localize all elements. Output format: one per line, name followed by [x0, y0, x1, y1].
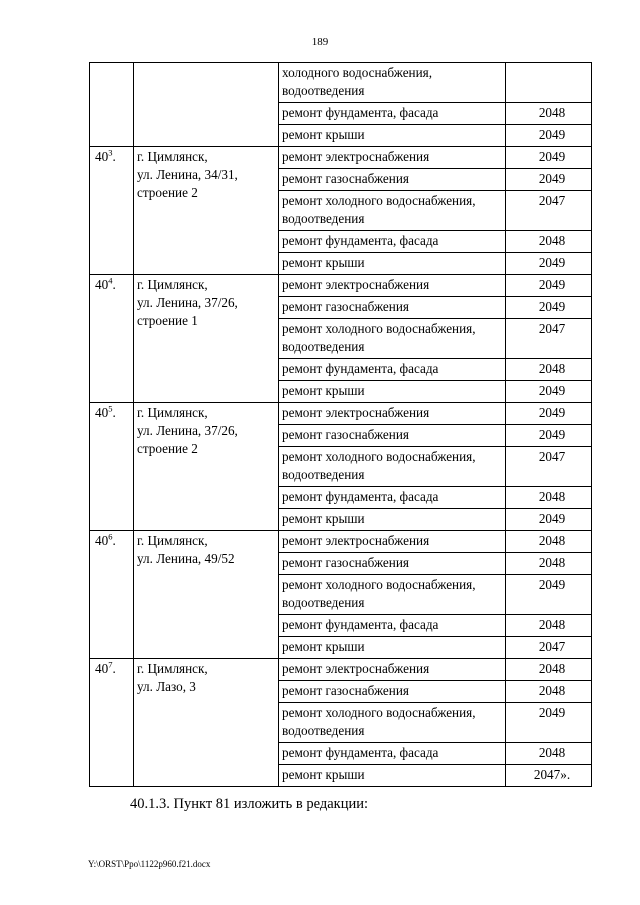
address-line: ул. Ленина, 37/26,: [137, 295, 238, 310]
year-cell: 2049: [506, 381, 592, 403]
address-cell: [134, 403, 279, 531]
year-cell: 2048: [506, 359, 592, 381]
work-type-cell: ремонт крыши: [279, 125, 506, 147]
work-type-cell: ремонт крыши: [279, 765, 506, 787]
year-cell: 2049: [506, 253, 592, 275]
work-type-cell: ремонт крыши: [279, 253, 506, 275]
row-number-superscript: 5: [108, 403, 113, 414]
year-cell: 2049: [506, 425, 592, 447]
year-cell: 2049: [506, 169, 592, 191]
year-cell: 2048: [506, 231, 592, 253]
work-type-cell: ремонт фундамента, фасада: [279, 103, 506, 125]
row-number: 40: [95, 277, 109, 292]
row-number-suffix: .: [112, 661, 116, 676]
work-type-cell: ремонт электроснабжения: [279, 147, 506, 169]
work-type-cell: ремонт крыши: [279, 637, 506, 659]
work-type-cell: ремонт газоснабжения: [279, 425, 506, 447]
address-line: г. Цимлянск,: [137, 149, 208, 164]
year-cell: 2049: [506, 703, 592, 743]
year-cell: 2049: [506, 125, 592, 147]
work-type-cell: ремонт электроснабжения: [279, 403, 506, 425]
year-cell: 2049: [506, 575, 592, 615]
address-cell: [134, 147, 279, 275]
row-number-suffix: .: [112, 277, 116, 292]
work-type-cell: ремонт крыши: [279, 381, 506, 403]
address-cell: [134, 531, 279, 659]
address-line: строение 2: [137, 185, 198, 200]
address-line: г. Цимлянск,: [137, 277, 208, 292]
work-type-cell: ремонт газоснабжения: [279, 553, 506, 575]
work-type-cell: ремонт фундамента, фасада: [279, 359, 506, 381]
work-type-cell: холодного водоснабжения, водоотведения: [279, 63, 506, 103]
year-cell: 2048: [506, 659, 592, 681]
work-type-cell: ремонт газоснабжения: [279, 681, 506, 703]
page-number: 189: [311, 36, 329, 48]
row-number-cell: [90, 63, 134, 147]
year-cell: 2048: [506, 103, 592, 125]
address-line: ул. Лазо, 3: [137, 679, 196, 694]
row-number-superscript: 4: [108, 275, 113, 286]
row-number-cell: [90, 531, 134, 659]
work-type-cell: ремонт газоснабжения: [279, 169, 506, 191]
work-type-cell: ремонт фундамента, фасада: [279, 743, 506, 765]
address-line: строение 2: [137, 441, 198, 456]
row-number: 40: [95, 149, 109, 164]
address-cell: [134, 275, 279, 403]
row-number: 40: [95, 661, 109, 676]
year-cell: 2047».: [506, 765, 592, 787]
work-type-cell: ремонт холодного водоснабжения, водоотведения: [279, 703, 506, 743]
table-row: [90, 275, 592, 297]
address-line: ул. Ленина, 49/52: [137, 551, 235, 566]
year-cell: 2048: [506, 615, 592, 637]
address-line: ул. Ленина, 37/26,: [137, 423, 238, 438]
address-line: г. Цимлянск,: [137, 661, 208, 676]
row-number: 40: [95, 405, 109, 420]
year-cell: 2049: [506, 147, 592, 169]
table-body: [90, 63, 592, 787]
work-type-cell: ремонт холодного водоснабжения, водоотведения: [279, 319, 506, 359]
work-type-cell: ремонт электроснабжения: [279, 531, 506, 553]
address-cell: [134, 63, 279, 147]
address-line: г. Цимлянск,: [137, 405, 208, 420]
year-cell: 2049: [506, 509, 592, 531]
year-cell: 2047: [506, 637, 592, 659]
row-number-cell: [90, 275, 134, 403]
year-cell: 2049: [506, 275, 592, 297]
table-row: [90, 659, 592, 681]
year-cell: [506, 63, 592, 103]
year-cell: 2047: [506, 191, 592, 231]
row-number-cell: [90, 147, 134, 275]
address-line: ул. Ленина, 34/31,: [137, 167, 238, 182]
year-cell: 2048: [506, 743, 592, 765]
work-type-cell: ремонт электроснабжения: [279, 659, 506, 681]
work-type-cell: ремонт фундамента, фасада: [279, 231, 506, 253]
table-row: [90, 403, 592, 425]
work-type-cell: ремонт фундамента, фасада: [279, 487, 506, 509]
address-line: г. Цимлянск,: [137, 533, 208, 548]
year-cell: 2048: [506, 531, 592, 553]
work-type-cell: ремонт газоснабжения: [279, 297, 506, 319]
table-row: [90, 147, 592, 169]
work-type-cell: ремонт холодного водоснабжения, водоотведения: [279, 575, 506, 615]
year-cell: 2048: [506, 553, 592, 575]
row-number-suffix: .: [112, 533, 116, 548]
row-number-superscript: 6: [108, 531, 113, 542]
address-line: строение 1: [137, 313, 198, 328]
amendment-paragraph: 40.1.3. Пункт 81 изложить в редакции:: [130, 796, 369, 812]
row-number-cell: [90, 659, 134, 787]
year-cell: 2047: [506, 319, 592, 359]
address-cell: [134, 659, 279, 787]
year-cell: 2047: [506, 447, 592, 487]
year-cell: 2048: [506, 487, 592, 509]
repair-schedule-table: [89, 62, 592, 787]
footer-file-path: Y:\ORST\Ppo\1122p960.f21.docx: [88, 859, 211, 869]
row-number: 40: [95, 533, 109, 548]
work-type-cell: ремонт холодного водоснабжения, водоотведения: [279, 191, 506, 231]
year-cell: 2049: [506, 403, 592, 425]
work-type-cell: ремонт холодного водоснабжения, водоотведения: [279, 447, 506, 487]
year-cell: 2049: [506, 297, 592, 319]
row-number-cell: [90, 403, 134, 531]
table-row: [90, 531, 592, 553]
year-cell: 2048: [506, 681, 592, 703]
work-type-cell: ремонт фундамента, фасада: [279, 615, 506, 637]
work-type-cell: ремонт крыши: [279, 509, 506, 531]
work-type-cell: ремонт электроснабжения: [279, 275, 506, 297]
row-number-superscript: 7: [108, 659, 113, 670]
row-number-superscript: 3: [108, 147, 113, 158]
table-row: [90, 63, 592, 103]
row-number-suffix: .: [112, 405, 116, 420]
row-number-suffix: .: [112, 149, 116, 164]
